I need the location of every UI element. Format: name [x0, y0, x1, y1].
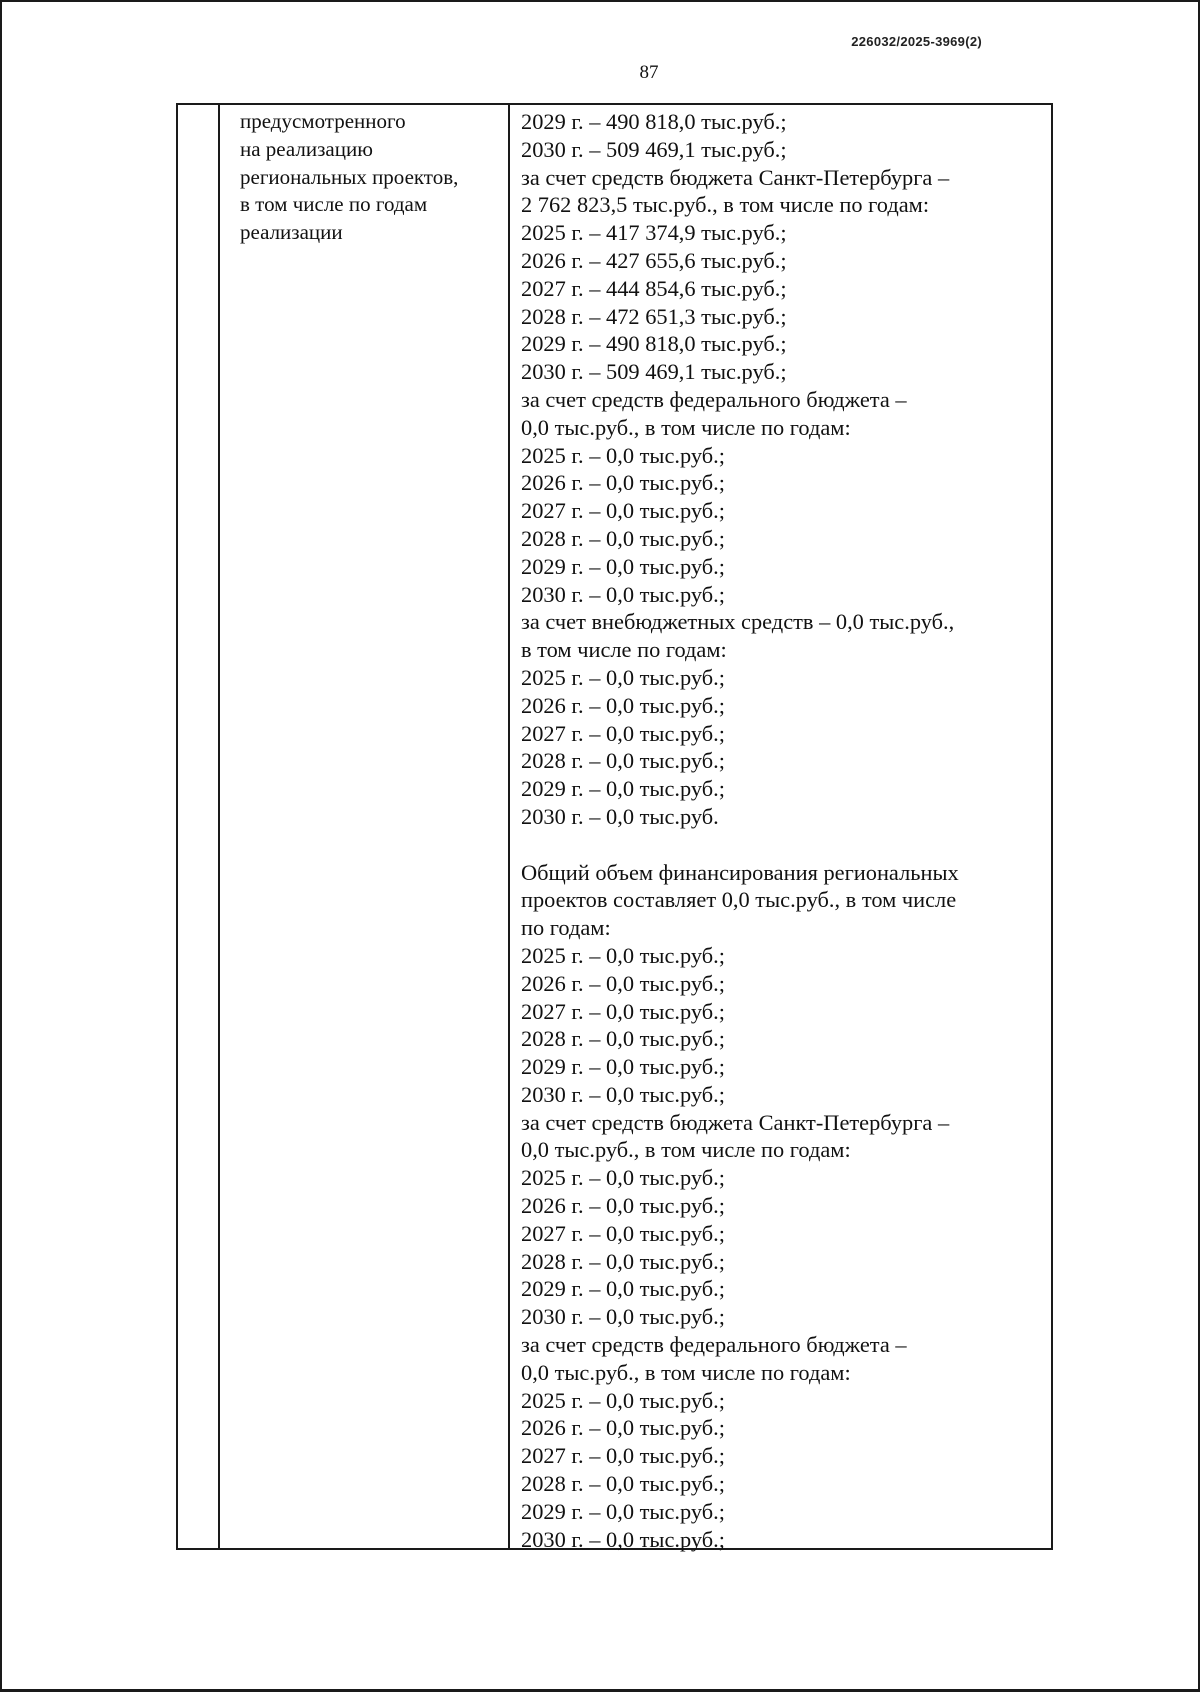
text-line: 2030 г. – 509 469,1 тыс.руб.; [521, 359, 787, 385]
text-line: 2026 г. – 0,0 тыс.руб.; [521, 470, 725, 496]
text-line: 2 762 823,5 тыс.руб., в том числе по годам: [521, 192, 930, 218]
text-line: 2029 г. – 0,0 тыс.руб.; [521, 1054, 725, 1080]
text-line: 0,0 тыс.руб., в том числе по годам: [521, 414, 851, 440]
text-line: 2027 г. – 0,0 тыс.руб.; [521, 998, 725, 1024]
text-line: в том числе по годам [240, 192, 428, 217]
page-edge-top [0, 0, 1200, 2]
text-line: 2026 г. – 0,0 тыс.руб.; [521, 692, 725, 718]
text-line: 2025 г. – 0,0 тыс.руб.; [521, 1387, 725, 1413]
values-cell [521, 108, 1041, 1553]
paragraph-spacer [521, 831, 1041, 859]
text-line: 2025 г. – 0,0 тыс.руб.; [521, 942, 725, 968]
text-line: за счет внебюджетных средств – 0,0 тыс.руб., [521, 609, 955, 635]
text-line: 2027 г. – 0,0 тыс.руб.; [521, 1220, 725, 1246]
text-line: 2030 г. – 0,0 тыс.руб.; [521, 581, 725, 607]
financing-table [176, 103, 1053, 1550]
text-line: 2030 г. – 0,0 тыс.руб.; [521, 1081, 725, 1107]
text-line: 2026 г. – 0,0 тыс.руб.; [521, 1193, 725, 1219]
text-line: 2025 г. – 0,0 тыс.руб.; [521, 664, 725, 690]
text-line: 2030 г. – 0,0 тыс.руб.; [521, 1526, 725, 1552]
text-line: 2029 г. – 0,0 тыс.руб.; [521, 776, 725, 802]
text-line: проектов составляет 0,0 тыс.руб., в том числе [521, 887, 957, 913]
text-line: на реализацию [240, 136, 373, 161]
text-line: 0,0 тыс.руб., в том числе по годам: [521, 1137, 851, 1163]
text-line: за счет средств бюджета Санкт-Петербурга – [521, 164, 950, 190]
page-edge-left [0, 0, 2, 1692]
text-line: 2027 г. – 444 854,6 тыс.руб.; [521, 275, 787, 301]
text-line: за счет средств федерального бюджета – [521, 1332, 907, 1358]
text-line: 2029 г. – 490 818,0 тыс.руб.; [521, 331, 787, 357]
text-line: 2029 г. – 490 818,0 тыс.руб.; [521, 109, 787, 134]
text-line: 2025 г. – 0,0 тыс.руб.; [521, 1165, 725, 1191]
text-line: 2029 г. – 0,0 тыс.руб.; [521, 553, 725, 579]
text-line: 2028 г. – 0,0 тыс.руб.; [521, 525, 725, 551]
text-line: 2028 г. – 472 651,3 тыс.руб.; [521, 303, 787, 329]
text-line: 2028 г. – 0,0 тыс.руб.; [521, 1471, 725, 1497]
text-line: региональных проектов, [240, 164, 459, 189]
text-line: 2027 г. – 0,0 тыс.руб.; [521, 498, 725, 524]
text-line: 2028 г. – 0,0 тыс.руб.; [521, 1026, 725, 1052]
page-number: 87 [639, 62, 659, 83]
text-line: 2030 г. – 0,0 тыс.руб.; [521, 1304, 725, 1330]
text-line: 2030 г. – 0,0 тыс.руб. [521, 803, 719, 829]
text-line: 0,0 тыс.руб., в том числе по годам: [521, 1359, 851, 1385]
text-line: Общий объем финансирования региональных [521, 859, 959, 885]
text-line: за счет средств бюджета Санкт-Петербурга – [521, 1109, 950, 1135]
text-line: за счет средств федерального бюджета – [521, 386, 907, 412]
text-line: 2028 г. – 0,0 тыс.руб.; [521, 1248, 725, 1274]
text-line: 2026 г. – 0,0 тыс.руб.; [521, 1415, 725, 1441]
column-divider-2 [508, 103, 510, 1550]
column-divider-1 [218, 103, 220, 1550]
text-line: 2030 г. – 509 469,1 тыс.руб.; [521, 136, 787, 162]
text-line: 2025 г. – 417 374,9 тыс.руб.; [521, 220, 787, 246]
label-cell [240, 108, 500, 247]
text-line: 2027 г. – 0,0 тыс.руб.; [521, 1443, 725, 1469]
text-line: 2026 г. – 427 655,6 тыс.руб.; [521, 247, 787, 273]
text-line: 2029 г. – 0,0 тыс.руб.; [521, 1498, 725, 1524]
document-registration-number: 226032/2025-3969(2) [851, 34, 982, 49]
text-line: 2025 г. – 0,0 тыс.руб.; [521, 442, 725, 468]
text-line: 2026 г. – 0,0 тыс.руб.; [521, 970, 725, 996]
text-line: 2028 г. – 0,0 тыс.руб.; [521, 748, 725, 774]
text-line: предусмотренного [240, 109, 406, 133]
text-line: по годам: [521, 915, 611, 941]
text-line: реализации [240, 220, 343, 245]
text-line: 2029 г. – 0,0 тыс.руб.; [521, 1276, 725, 1302]
text-line: в том числе по годам: [521, 637, 727, 663]
text-line: 2027 г. – 0,0 тыс.руб.; [521, 720, 725, 746]
